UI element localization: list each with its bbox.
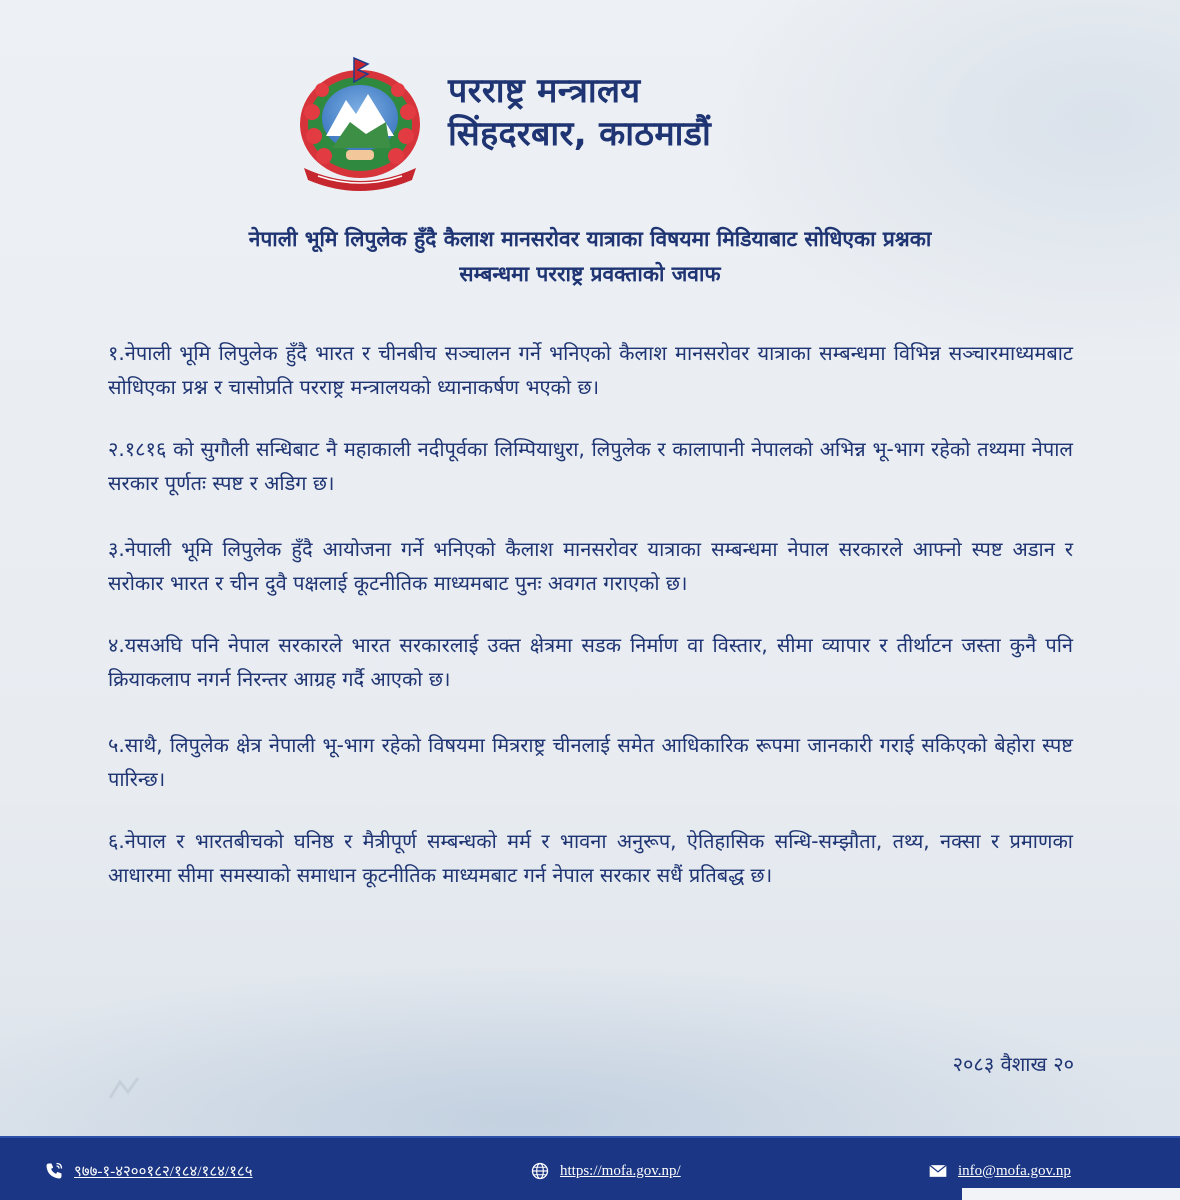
paragraph-5: ५.साथै, लिपुलेक क्षेत्र नेपाली भू-भाग रहेको विषयमा मित्रराष्ट्र चीनलाई समेत आधिकारिक रूपमा जानकारी गराई सकिएको बेहोरा स्पष्ट पारिन्छ। bbox=[108, 733, 1073, 791]
footer-phone[interactable] bbox=[44, 1161, 253, 1181]
envelope-icon bbox=[928, 1161, 948, 1181]
footer-corner-tab bbox=[962, 1188, 1180, 1200]
statement-date: २०८३ वैशाख २० bbox=[952, 1052, 1074, 1076]
footer-website[interactable] bbox=[530, 1161, 681, 1181]
headline-line2: सम्बन्धमा परराष्ट्र प्रवक्ताको जवाफ bbox=[459, 262, 721, 286]
paragraph-1: १.नेपाली भूमि लिपुलेक हुँदै भारत र चीनबीच सञ्चालन गर्ने भनिएको कैलाश मानसरोवर यात्राका सम्बन्धमा विभिन्न सञ्चारमाध्यमबाट सोधिएका प्रश्न र चासोप्रति परराष्ट्र मन्त्रालयको ध्यानाकर्षण भएको छ। bbox=[108, 341, 1073, 399]
footer-phone-text: ९७७-१-४२००१८२/१८४/१८४/१८५ bbox=[74, 1164, 253, 1180]
paragraph-4: ४.यसअघि पनि नेपाल सरकारले भारत सरकारलाई उक्त क्षेत्रमा सडक निर्माण वा विस्तार, सीमा व्यापार र तीर्थाटन जस्ता कुनै पनि क्रियाकलाप नगर्न निरन्तर आग्रह गर्दै आएको छ। bbox=[108, 633, 1073, 691]
paragraph-6: ६.नेपाल र भारतबीचको घनिष्ठ र मैत्रीपूर्ण सम्बन्धको मर्म र भावना अनुरूप, ऐतिहासिक सन्धि-सम्झौता, तथ्य, नक्सा र प्रमाणका आधारमा सीमा समस्याको समाधान कूटनीतिक माध्यमबाट गर्न नेपाल सरकार सधैं प्रतिबद्ध छ। bbox=[108, 829, 1073, 887]
nepal-emblem-icon bbox=[290, 52, 430, 192]
letterhead bbox=[290, 52, 910, 192]
watermark-icon bbox=[104, 1068, 144, 1108]
paragraph-3: ३.नेपाली भूमि लिपुलेक हुँदै आयोजना गर्ने भनिएको कैलाश मानसरोवर यात्राका सम्बन्धमा नेपाल सरकारले आफ्नो स्पष्ट अडान र सरोकार भारत र चीन दुवै पक्षलाई कूटनीतिक माध्यमबाट पुनः अवगत गराएको छ। bbox=[108, 537, 1073, 595]
ministry-title-line1: परराष्ट्र मन्त्रालय bbox=[448, 71, 641, 111]
footer-email-link[interactable]: info@mofa.gov.np bbox=[958, 1162, 1071, 1179]
footer-website-link[interactable]: https://mofa.gov.np/ bbox=[560, 1162, 681, 1179]
paragraph-2: २.१८१६ को सुगौली सन्धिबाट नै महाकाली नदीपूर्वका लिम्पियाधुरा, लिपुलेक र कालापानी नेपालको अभिन्न भू-भाग रहेको तथ्यमा नेपाल सरकार पूर्णतः स्पष्ट र अडिग छ। bbox=[108, 437, 1073, 495]
globe-icon bbox=[530, 1161, 550, 1181]
phone-icon bbox=[44, 1161, 64, 1181]
ministry-name bbox=[448, 70, 711, 155]
headline-line1: नेपाली भूमि लिपुलेक हुँदै कैलाश मानसरोवर यात्राका विषयमा मिडियाबाट सोधिएका प्रश्नका bbox=[248, 227, 932, 251]
footer-email[interactable] bbox=[928, 1161, 1071, 1181]
statement-headline bbox=[80, 222, 1100, 292]
statement-body bbox=[108, 336, 1073, 920]
ministry-title-line2: सिंहदरबार, काठमाडौं bbox=[448, 113, 712, 154]
